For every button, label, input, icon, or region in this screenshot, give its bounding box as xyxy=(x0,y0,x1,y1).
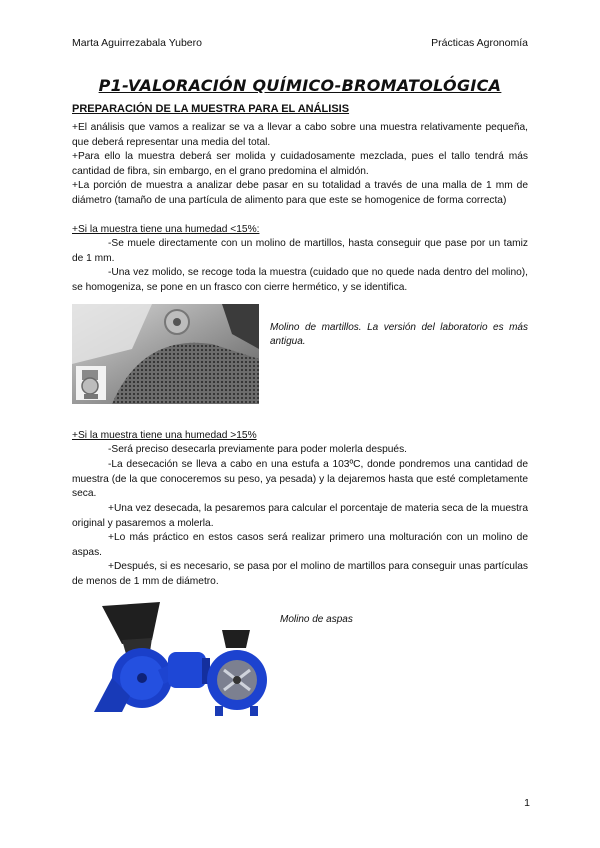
case-high-step-4: +Lo más práctico en estos casos será realizar primero una molturación con un molino de aspas. xyxy=(72,532,528,558)
case-low-heading: +Si la muestra tiene una humedad <15%: xyxy=(72,224,260,235)
intro-paragraph-2: +Para ello la muestra deberá ser molida y cuidadosamente mezclada, pues el tallo tendrá más cantidad de fibra, sin embargo, en el grano predomina el almidón. xyxy=(72,151,528,177)
case-high-step-1: -Será preciso desecarla previamente para poder molerla después. xyxy=(108,444,407,455)
blade-mill-image xyxy=(72,600,272,718)
case-low-step-2: -Una vez molido, se recoge toda la muestra (cuidado que no quede nada dentro del molino), se homogeniza, se pone en un frasco con cierre hermético, y se identifica. xyxy=(72,267,528,293)
intro-paragraph-1: +El análisis que vamos a realizar se va a llevar a cabo sobre una muestra relativamente pequeña, que deberá representar una media del total. xyxy=(72,122,528,148)
header-course: Prácticas Agronomía xyxy=(431,37,528,49)
case-high-step-5: +Después, si es necesario, se pasa por el molino de martillos para conseguir unas partículas de menos de 1 mm de diámetro. xyxy=(72,561,528,587)
document-title: P1-VALORACIÓN QUÍMICO-BROMATOLÓGICA xyxy=(98,76,502,95)
page-number: 1 xyxy=(524,797,530,809)
header-author: Marta Aguirrezabala Yubero xyxy=(72,37,202,49)
case-high-step-2: -La desecación se lleva a cabo en una estufa a 103ºC, donde pondremos una cantidad de muestra (de la que conoceremos su peso, ya pesada) y la dejaremos hasta que esté completamente seca. xyxy=(72,459,528,500)
intro-paragraph-3: +La porción de muestra a analizar debe pasar en su totalidad a través de una malla de 1 mm de diámetro (tamaño de una partícula de alimento para que este se homogenice de forma correcta) xyxy=(72,180,528,206)
case-high-heading: +Si la muestra tiene una humedad >15% xyxy=(72,430,257,441)
hammer-mill-illustration xyxy=(72,304,259,404)
case-low-step-1: -Se muele directamente con un molino de martillos, hasta conseguir que pase por un tamiz de 1 mm. xyxy=(72,238,528,264)
blade-mill-caption: Molino de aspas xyxy=(280,614,353,625)
section-title: PREPARACIÓN DE LA MUESTRA PARA EL ANÁLISIS xyxy=(72,103,350,115)
case-high-step-3: +Una vez desecada, la pesaremos para calcular el porcentaje de materia seca de la muestra original y pasaremos a molerla. xyxy=(72,503,528,529)
hammer-mill-image xyxy=(72,304,259,404)
hammer-mill-caption: Molino de martillos. La versión del laboratorio es más antigua. xyxy=(270,322,528,347)
blade-mill-illustration xyxy=(72,600,272,718)
